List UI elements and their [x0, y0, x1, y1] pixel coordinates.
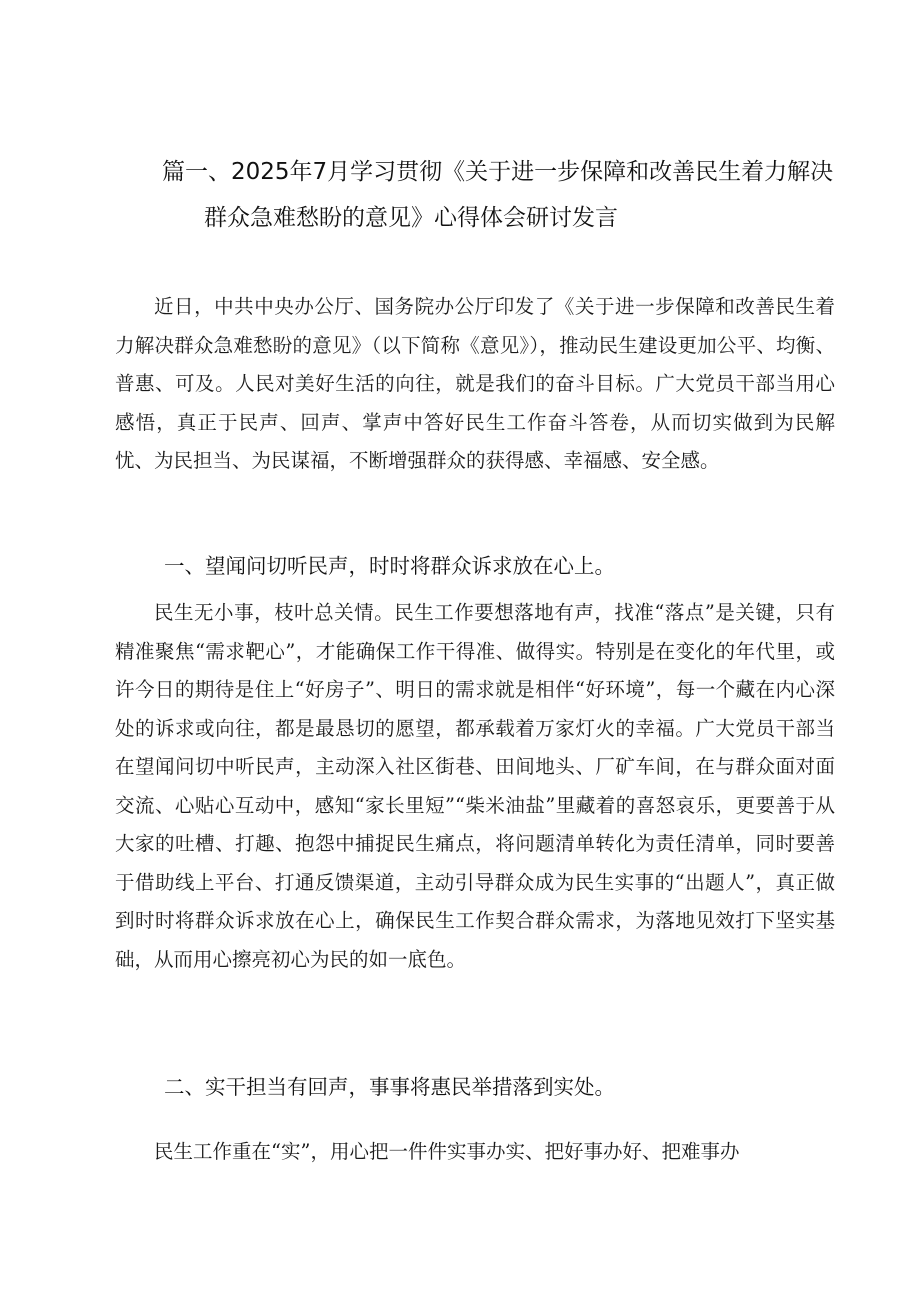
section-heading-1: 一、望闻问切听民声，时时将群众诉求放在心上。 [164, 554, 615, 578]
document-title-line-2: 群众急难愁盼的意见》心得体会研讨发言 [204, 205, 618, 231]
paragraph-section-2: 民生工作重在“实”，用心把一件件实事办实、把好事办好、把难事办 [154, 1140, 740, 1163]
document-title-line-1: 篇一、2025年7月学习贯彻《关于进一步保障和改善民生着力解决 [162, 159, 834, 185]
section-heading-2: 二、实干担当有回声，事事将惠民举措落到实处。 [164, 1075, 615, 1099]
paragraph-intro: 近日，中共中央办公厅、国务院办公厅印发了《关于进一步保障和改善民生着力解决群众急难愁盼的意见》（以下简称《意见》），推动民生建设更加公平、均衡、普惠、可及。人民对美好生活的向往，就是我们的奋斗目标。广大党员干部当用心感悟，真正于民声、回声、掌声中答好民生工作奋斗答卷，从而切实做到为民解忧、为民担当、为民谋福，不断增强群众的获得感、幸福感、安全感。 [115, 295, 835, 472]
paragraph-section-1: 民生无小事，枝叶总关情。民生工作要想落地有声，找准“落点”是关键，只有精准聚焦“需求靶心”，才能确保工作干得准、做得实。特别是在变化的年代里，或许今日的期待是住上“好房子”、明日的需求就是相伴“好环境”，每一个藏在内心深处的诉求或向往，都是最恳切的愿望，都承载着万家灯火的幸福。广大党员干部当在望闻问切中听民声，主动深入社区街巷、田间地头、厂矿车间，在与群众面对面交流、心贴心互动中，感知“家长里短”“柴米油盐”里藏着的喜怒哀乐，更要善于从大家的吐槽、打趣、抱怨中捕捉民生痛点，将问题清单转化为责任清单，同时要善于借助线上平台、打通反馈渠道，主动引导群众成为民生实事的“出题人”，真正做到时时将群众诉求放在心上，确保民生工作契合群众需求，为落地见效打下坚实基础，从而用心擦亮初心为民的如一底色。 [115, 601, 835, 971]
